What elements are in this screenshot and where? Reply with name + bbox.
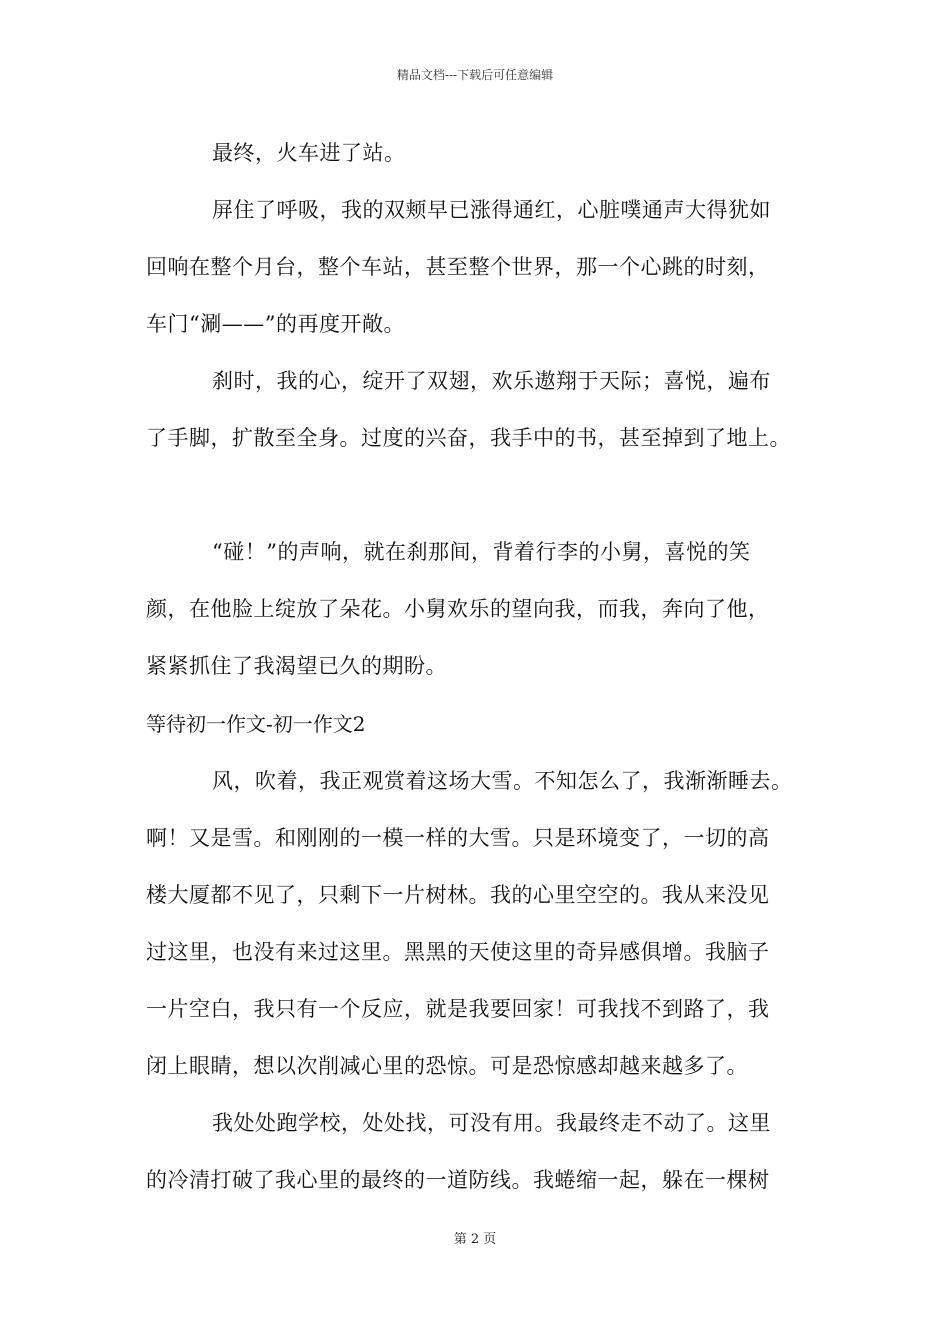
section-heading: 等待初一作文-初一作文2 [146,712,366,736]
text-line: 的冷清打破了我心里的最终的一道防线。我蜷缩一起，躲在一棵树 [146,1168,770,1192]
text-line: 回响在整个月台，整个车站，甚至整个世界，那一个心跳的时刻， [146,255,770,279]
text-line: 闭上眼睛，想以次削减心里的恐惊。可是恐惊感却越来越多了。 [146,1054,748,1078]
text-line: 风，吹着，我正观赏着这场大雪。不知怎么了，我渐渐睡去。 [212,769,793,793]
text-line: “碰！”的声响，就在刹那间，背着行李的小舅，喜悦的笑 [212,540,751,564]
text-line: 刹时，我的心，绽开了双翅，欢乐遨翔于天际；喜悦，遍布 [212,369,771,393]
page-number: 第 2 页 [453,1232,497,1247]
text-line: 楼大厦都不见了，只剩下一片树林。我的心里空空的。我从来没见 [146,883,770,907]
text-line: 颜，在他脸上绽放了朵花。小舅欢乐的望向我，而我，奔向了他， [146,597,770,621]
text-line: 啊！又是雪。和刚刚的一模一样的大雪。只是环境变了，一切的高 [146,826,770,850]
text-line: 车门“涮——”的再度开敞。 [146,312,405,336]
text-line: 一片空白，我只有一个反应，就是我要回家！可我找不到路了，我 [146,997,770,1021]
page-header: 精品文档---下载后可任意编辑 [396,68,554,82]
text-line: 最终，火车进了站。 [212,141,406,165]
text-line: 过这里，也没有来过这里。黑黑的天使这里的奇异感俱增。我脑子 [146,940,770,964]
text-line: 紧紧抓住了我渴望已久的期盼。 [146,654,447,678]
text-line: 了手脚，扩散至全身。过度的兴奋，我手中的书，甚至掉到了地上。 [146,426,791,450]
text-line: 屏住了呼吸，我的双颊早已涨得通红，心脏噗通声大得犹如 [212,198,771,222]
text-line: 我处处跑学校，处处找，可没有用。我最终走不动了。这里 [212,1111,771,1135]
